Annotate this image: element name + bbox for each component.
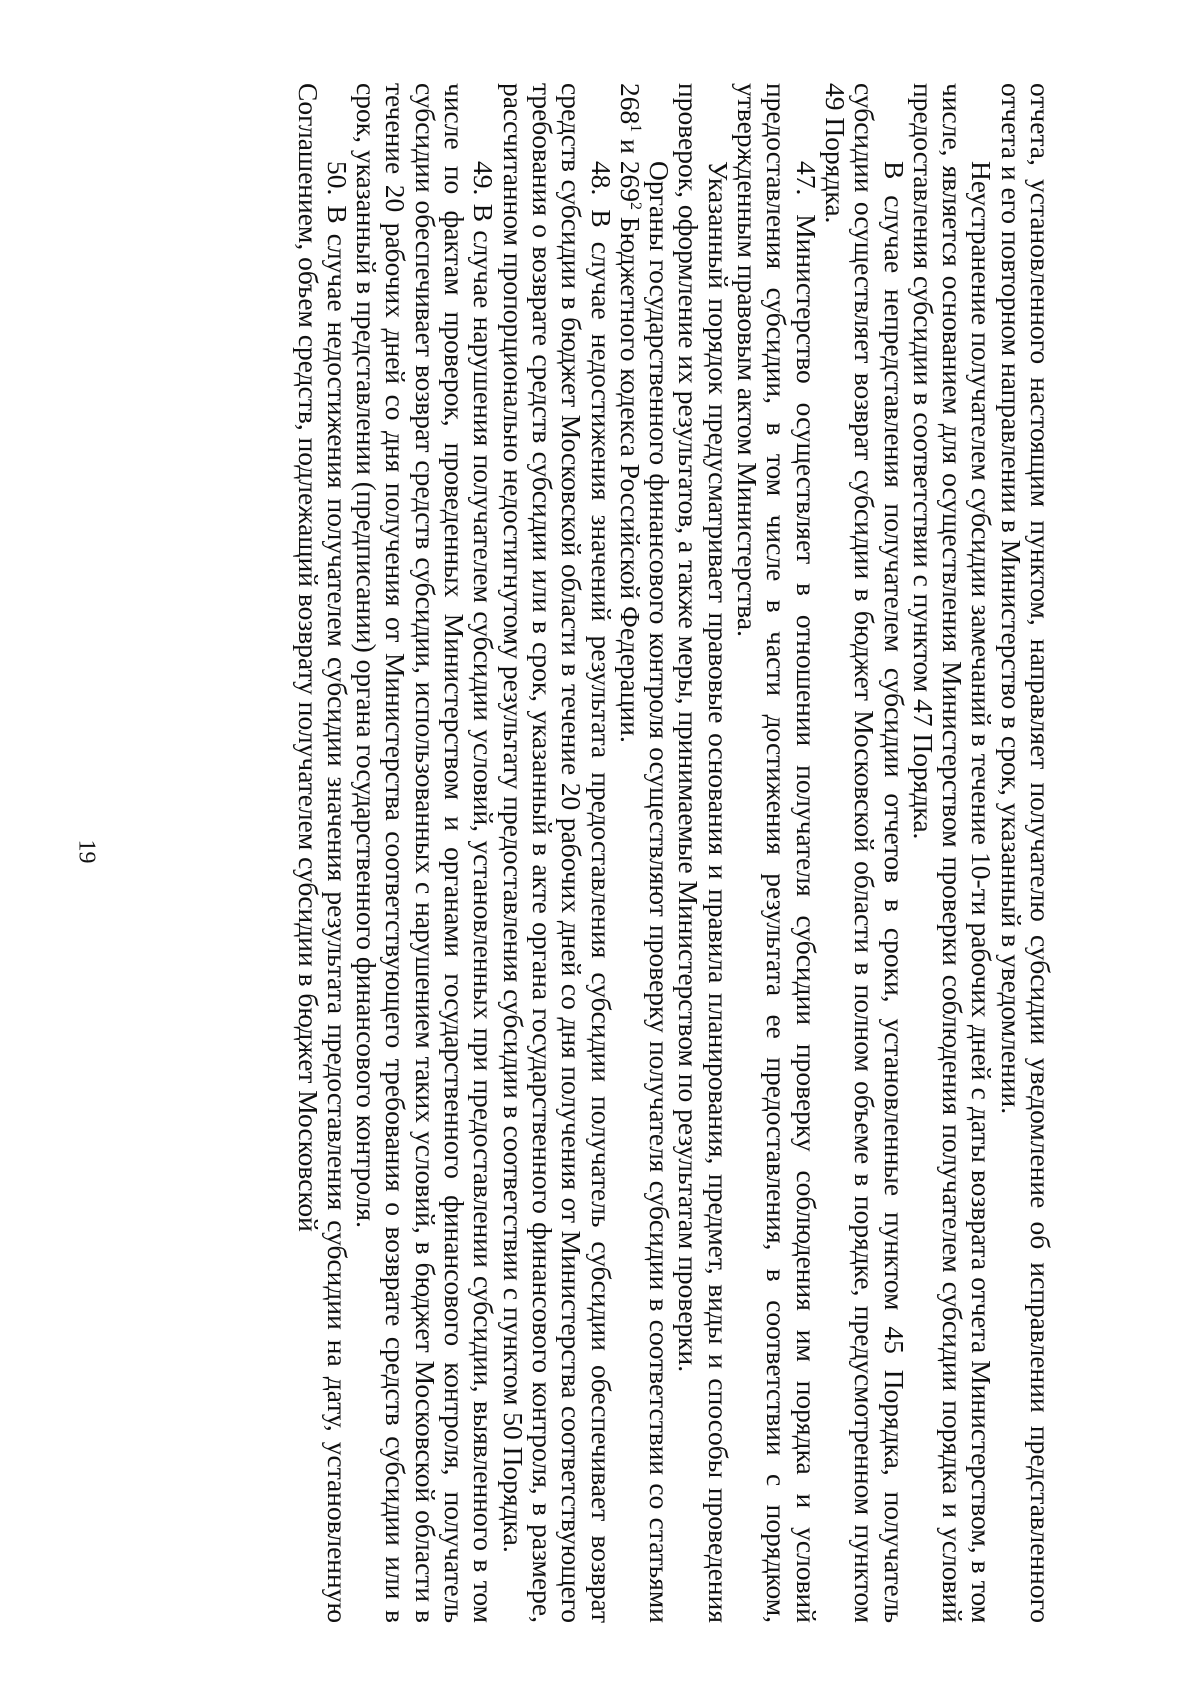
paragraph: 50. В случае недостижения получателем субсидии значения результата предоставления субсидии на дату, установленную Соглашением, объем средств, подлежащий возврату получателем субсидии в бюджет Московской: [292, 83, 353, 1623]
page-number: 19: [73, 839, 100, 864]
paragraph: отчета, установленного настоящим пунктом, направляет получателю субсидии уведомление об исправлении представленного отчета и его повторном направлении в Министерство в срок, указанный в уведомлении.: [995, 83, 1056, 1623]
paragraph: 47. Министерство осуществляет в отношении получателя субсидии проверку соблюдения им порядка и условий предоставления субсидии, в том числе в части достижения результата ее предоставления, в соответствии с порядком, утвержденным правовым актом Министерства.: [732, 83, 822, 1623]
paragraph: В случае непредставления получателем субсидии отчетов в сроки, установленные пунктом 45 Порядка, получатель субсидии осуществляет возврат субсидии в бюджет Московской области в полном объеме в порядке, предусмотренном пунктом 49 Порядка.: [819, 83, 910, 1623]
paragraph-text: Органы государственного финансового контроля осуществляют проверку получателя субсидии в соответствии со статьями 268: [614, 83, 676, 1623]
document-body: [293, 83, 1055, 1623]
paragraph: 48. В случае недостижения значений результата предоставления субсидии получатель субсидии обеспечивает возврат средств субсидии в бюджет Московской области в течение 20 рабочих дней со дня получения от Министерства соответствующего требования о возврате средств субсидии или в срок, указанный в акте органа государственного финансового контроля, в размере, рассчитанном пропорционально недостигнутому результату предоставления субсидии в соответствии с пунктом 50 Порядка.: [497, 83, 617, 1623]
paragraph: 49. В случае нарушения получателем субсидии условий, установленных при предоставлении субсидии, выявленного в том числе по фактам проверок, проведенных Министерством и органами государственного финансового контроля, получатель субсидии обеспечивает возврат средств субсидии, использованных с нарушением таких условий, в бюджет Московской области в течение 20 рабочих дней со дня получения от Министерства соответствующего требования о возврате средств субсидии или в срок, указанный в представлении (предписании) органа государственного финансового контроля.: [351, 83, 500, 1623]
superscript: 2: [627, 201, 644, 210]
paragraph-text: Бюджетного кодекса Российской Федерации.: [614, 209, 646, 743]
paragraph: Неустранение получателем субсидии замечаний в течение 10-ти рабочих дней с даты возврата отчета Министерством, в том числе, является основанием для осуществления Министерством проверки соблюдения получателем субсидии порядка и условий предоставления субсидии в соответствии с пунктом 47 Порядка.: [907, 83, 998, 1623]
rotated-page-content: [105, 83, 1055, 1623]
paragraph: Указанный порядок предусматривает правовые основания и правила планирования, предмет, виды и способы проведения проверок, оформление их результатов, а также меры, принимаемые Министерством по результатам проверки.: [673, 83, 734, 1623]
paragraph-with-superscripts: [616, 83, 675, 1623]
paragraph-text: и 269: [614, 132, 646, 202]
superscript: 1: [627, 124, 644, 133]
